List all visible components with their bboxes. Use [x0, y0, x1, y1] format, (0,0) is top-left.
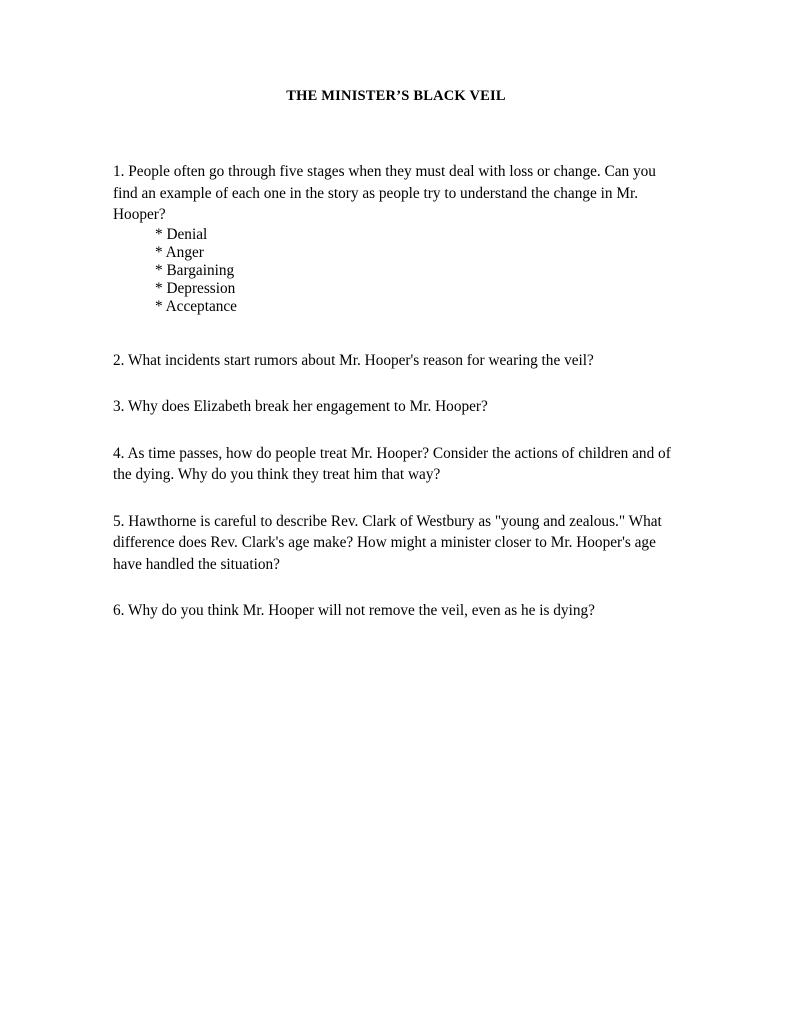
list-item: * Acceptance	[155, 298, 237, 316]
list-item: * Bargaining	[155, 261, 235, 279]
question-1-bullet-list	[113, 226, 679, 317]
page-title: THE MINISTER’S BLACK VEIL	[286, 88, 506, 104]
list-item: * Anger	[155, 243, 204, 261]
question-3: 3. Why does Elizabeth break her engagement to Mr. Hooper?	[113, 398, 488, 416]
question-spacer	[113, 317, 679, 350]
question-5: 5. Hawthorne is careful to describe Rev. Clark of Westbury as "young and zealous." What difference does Rev. Clark's age make? How might a minister closer to Mr. Hooper's age have handled the situation?	[113, 512, 662, 573]
question-spacer	[113, 418, 679, 443]
question-4: 4. As time passes, how do people treat Mr. Hooper? Consider the actions of children and of the dying. Why do you think they treat him that way?	[113, 444, 671, 484]
question-2: 2. What incidents start rumors about Mr. Hooper's reason for wearing the veil?	[113, 351, 594, 369]
document-body	[113, 88, 679, 622]
question-1: 1. People often go through five stages when they must deal with loss or change. Can you find an example of each one in the story as people try to understand the change in Mr. Hooper?	[113, 163, 656, 223]
title-spacer	[113, 105, 679, 161]
question-spacer	[113, 371, 679, 396]
question-spacer	[113, 575, 679, 600]
question-spacer	[113, 486, 679, 511]
question-6: 6. Why do you think Mr. Hooper will not remove the veil, even as he is dying?	[113, 602, 595, 620]
list-item: * Denial	[155, 225, 208, 243]
list-item: * Depression	[155, 280, 236, 298]
